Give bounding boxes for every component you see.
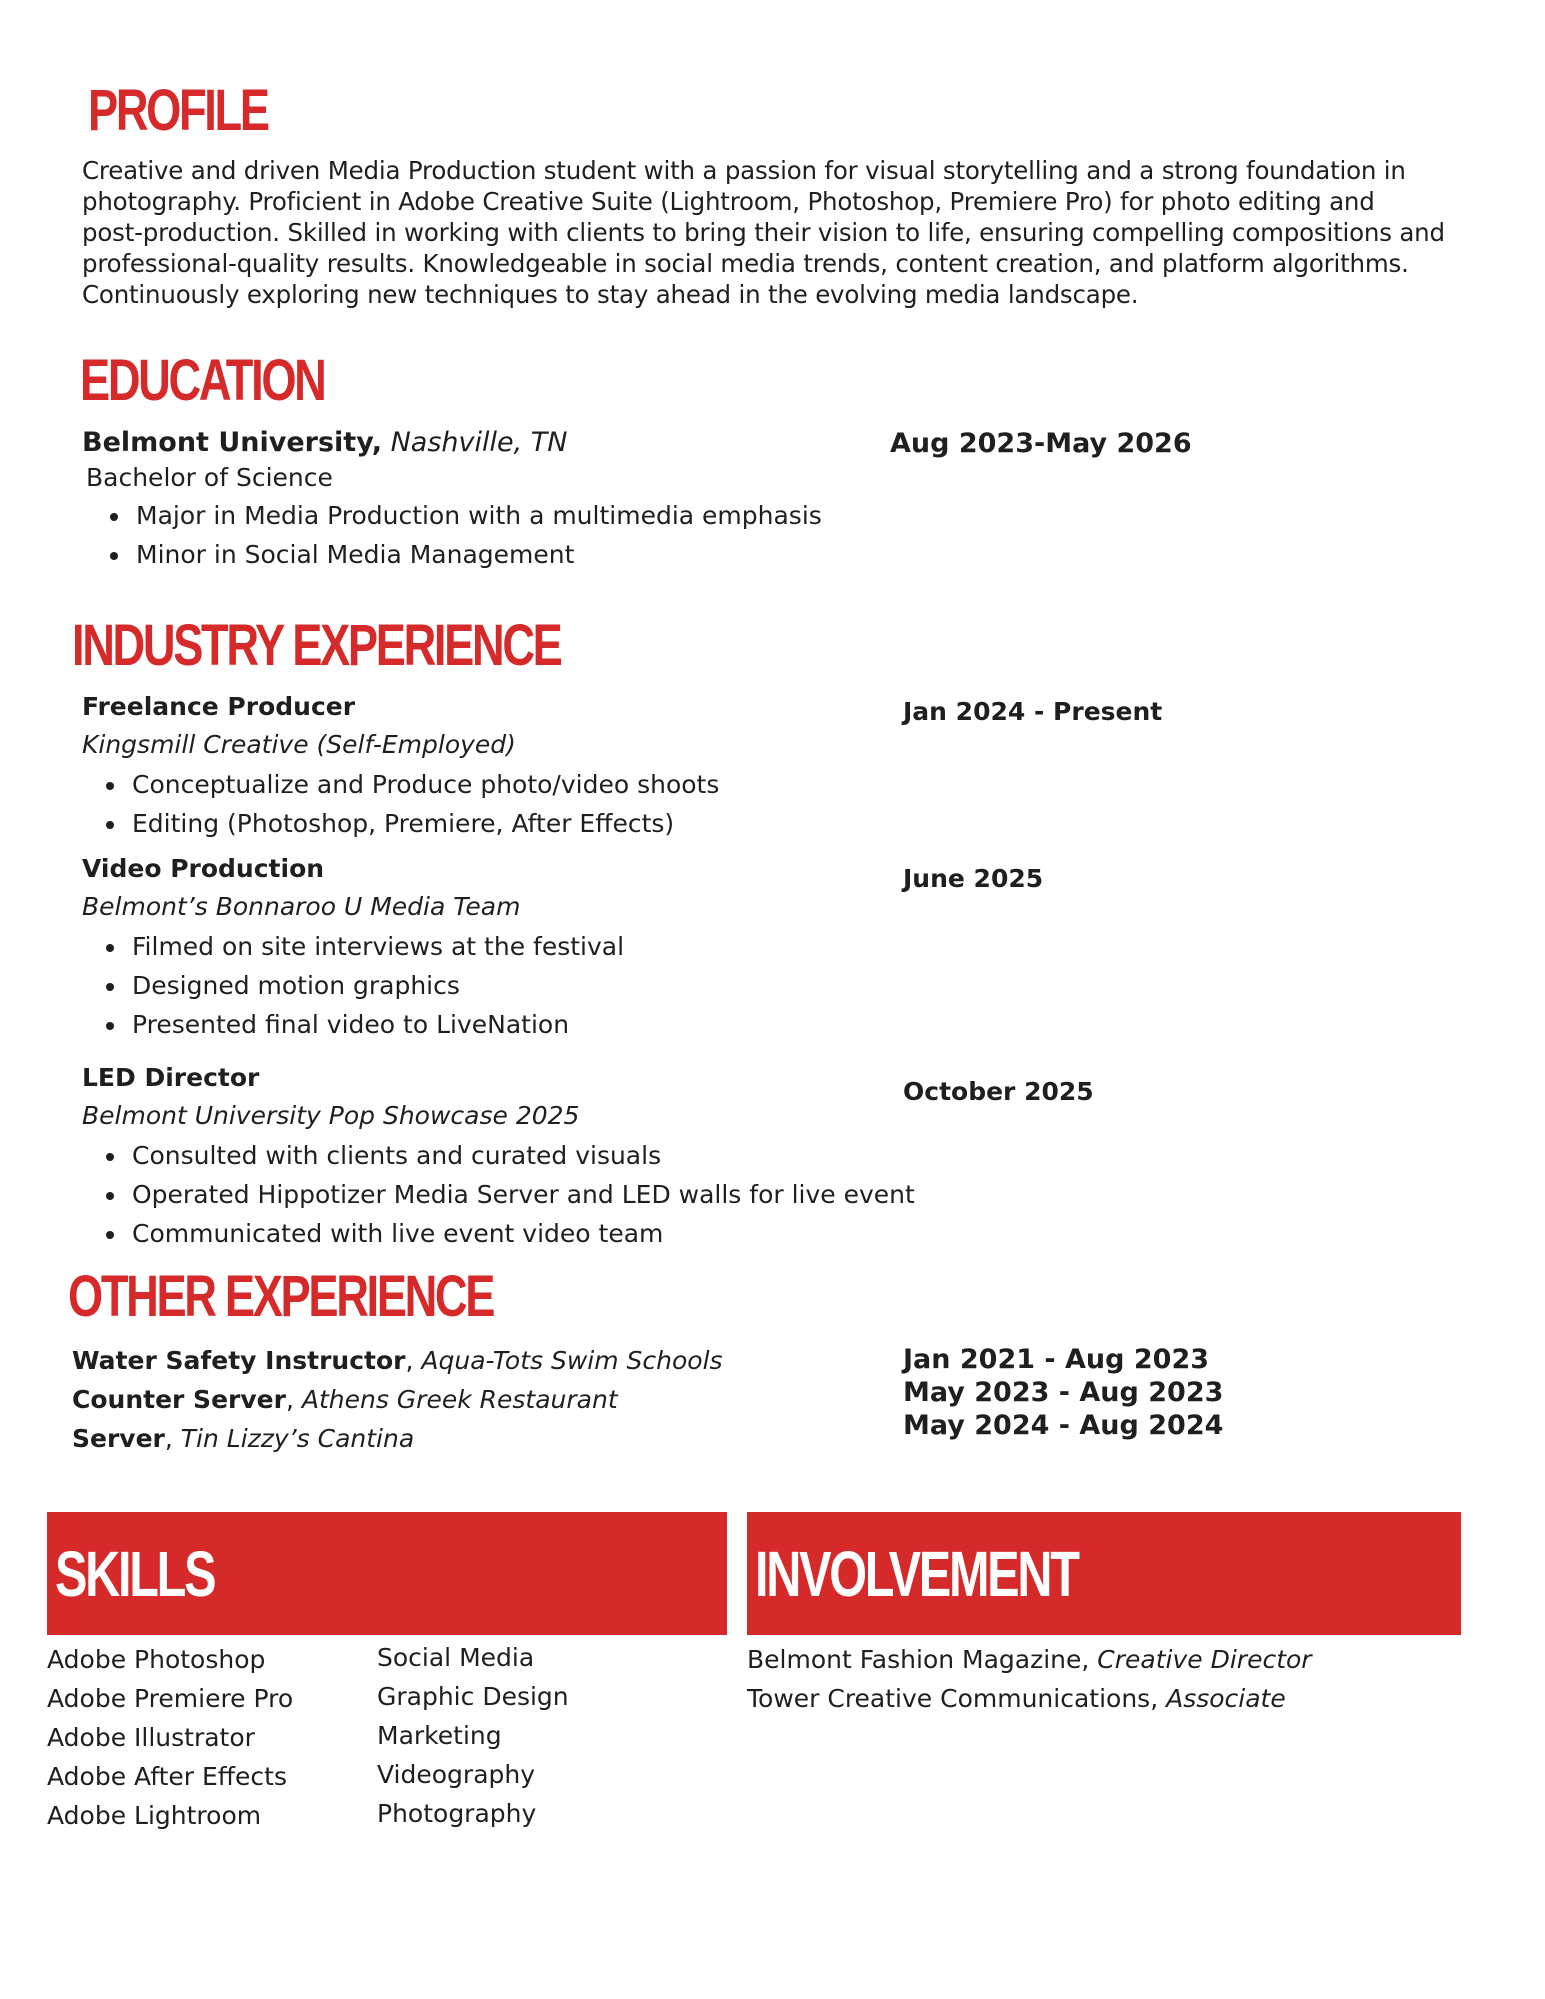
list-item [747, 1640, 1312, 1679]
education-school-line [82, 427, 567, 458]
school-name: Belmont University, [82, 427, 382, 458]
education-bullets [84, 496, 822, 574]
profile-line: Continuously exploring new techniques to stay ahead in the evolving media landscape. [82, 280, 1139, 309]
skills-band [47, 1512, 727, 1635]
separator: , [164, 1424, 181, 1453]
list-item: Photography [377, 1799, 537, 1828]
list-item: Adobe Lightroom [47, 1801, 262, 1830]
list-item: Adobe Illustrator [47, 1723, 255, 1752]
list-item [747, 1679, 1312, 1718]
job-org: Belmont’s Bonnaroo U Media Team [82, 892, 521, 921]
involvement-org: Belmont Fashion Magazine, [747, 1645, 1098, 1674]
list-item: • Minor in Social Media Management [132, 535, 822, 574]
job-dates: October 2025 [903, 1077, 1094, 1106]
other-job-title: Water Safety Instructor [72, 1346, 406, 1375]
degree: Bachelor of Science [86, 463, 333, 492]
list-item: • Presented final video to LiveNation [128, 1005, 624, 1044]
job-title: LED Director [82, 1063, 260, 1092]
job-bullets [80, 1136, 915, 1253]
other-job [72, 1424, 414, 1453]
other-job [72, 1346, 723, 1375]
job-title: Freelance Producer [82, 692, 356, 721]
education-heading: EDUCATION [80, 348, 325, 413]
school-location: Nashville, TN [390, 427, 568, 458]
other-job-title: Server [72, 1424, 165, 1453]
list-item: • Editing (Photoshop, Premiere, After Effects) [128, 804, 719, 843]
other-job-org: Athens Greek Restaurant [301, 1385, 618, 1414]
job-title: Video Production [82, 854, 325, 883]
other-job-org: Tin Lizzy’s Cantina [180, 1424, 415, 1453]
separator: , [285, 1385, 302, 1414]
involvement-role: Associate [1166, 1684, 1286, 1713]
skills-heading: SKILLS [55, 1538, 215, 1610]
skills-list-left [47, 1640, 293, 1835]
involvement-band [747, 1512, 1461, 1635]
list-item: Social Media [377, 1643, 535, 1672]
job-dates: Jan 2024 - Present [903, 697, 1163, 726]
list-item: • Filmed on site interviews at the festival [128, 927, 624, 966]
other-job-dates: Jan 2021 - Aug 2023 [903, 1344, 1210, 1375]
list-item: Videography [377, 1760, 536, 1789]
job-bullets [80, 765, 719, 843]
profile-heading: PROFILE [88, 78, 268, 143]
other-job-org: Aqua-Tots Swim Schools [421, 1346, 723, 1375]
involvement-list [747, 1640, 1312, 1718]
list-item: • Major in Media Production with a multimedia emphasis [132, 496, 822, 535]
profile-line: Creative and driven Media Production student with a passion for visual storytelling and a strong foundation in [82, 156, 1406, 185]
list-item: • Designed motion graphics [128, 966, 624, 1005]
profile-line: post-production. Skilled in working with clients to bring their vision to life, ensuring compelling compositions and [82, 218, 1445, 247]
job-org: Belmont University Pop Showcase 2025 [82, 1101, 580, 1130]
industry-heading: INDUSTRY EXPERIENCE [72, 613, 561, 678]
involvement-heading: INVOLVEMENT [755, 1538, 1078, 1610]
list-item: • Operated Hippotizer Media Server and LED walls for live event [128, 1175, 915, 1214]
list-item: Adobe After Effects [47, 1762, 287, 1791]
list-item: Graphic Design [377, 1682, 569, 1711]
profile-summary [82, 155, 1482, 310]
job-dates: June 2025 [903, 864, 1044, 893]
profile-line: photography. Proficient in Adobe Creative Suite (Lightroom, Photoshop, Premiere Pro) for photo editing and [82, 187, 1375, 216]
other-job [72, 1385, 618, 1414]
list-item: Adobe Photoshop [47, 1645, 266, 1674]
other-job-title: Counter Server [72, 1385, 286, 1414]
list-item: • Consulted with clients and curated visuals [128, 1136, 915, 1175]
job-org: Kingsmill Creative (Self-Employed) [82, 730, 516, 759]
profile-line: professional-quality results. Knowledgeable in social media trends, content creation, and platform algorithms. [82, 249, 1409, 278]
separator: , [405, 1346, 422, 1375]
list-item: • Conceptualize and Produce photo/video shoots [128, 765, 719, 804]
job-bullets [80, 927, 624, 1044]
other-job-dates: May 2023 - Aug 2023 [903, 1377, 1224, 1408]
list-item: Adobe Premiere Pro [47, 1684, 294, 1713]
education-dates: Aug 2023-May 2026 [890, 428, 1192, 459]
other-heading: OTHER EXPERIENCE [68, 1264, 494, 1329]
involvement-org: Tower Creative Communications, [747, 1684, 1167, 1713]
list-item: Marketing [377, 1721, 502, 1750]
list-item: • Communicated with live event video team [128, 1214, 915, 1253]
involvement-role: Creative Director [1097, 1645, 1312, 1674]
other-job-dates: May 2024 - Aug 2024 [903, 1410, 1224, 1441]
skills-list-right [377, 1638, 569, 1833]
